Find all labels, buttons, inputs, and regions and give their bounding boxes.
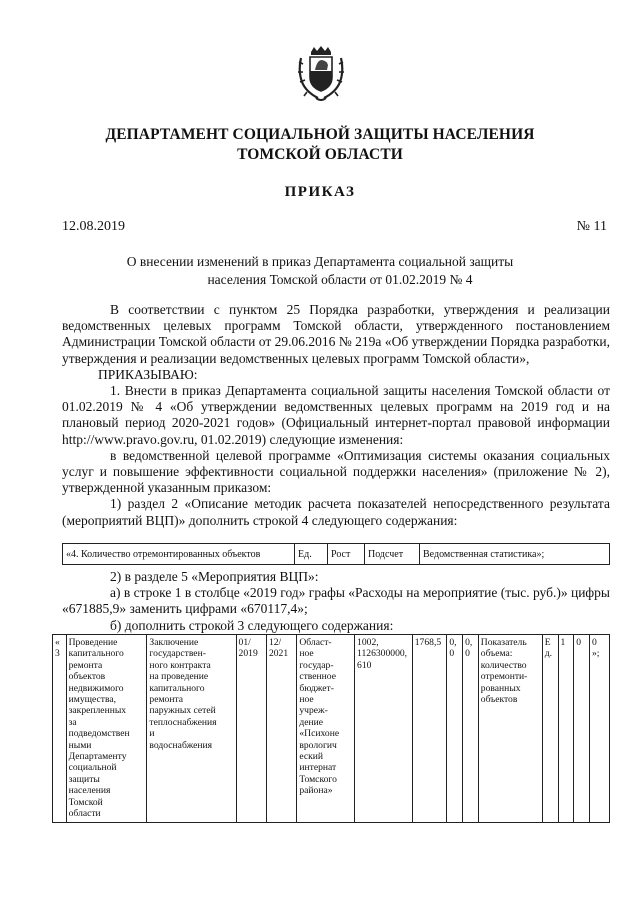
paragraph-program: в ведомственной целевой программе «Оптимизация системы оказания социальных услуг и повышение эффективности социальной поддержки населения» (приложение № 2), утвержденной указанным приказом:: [62, 447, 610, 496]
org-name-line2: ТОМСКОЙ ОБЛАСТИ: [237, 146, 403, 163]
table-row: [63, 544, 610, 565]
cell-activity: Проведение капитального ремонта объектов недвижимого имущества, закрепленных за подведомствен ными Департаменту социальной защиты населения Томской области: [66, 635, 147, 823]
doc-type-title: ПРИКАЗ: [284, 184, 356, 200]
cell-expense-2020: 0, 0: [447, 635, 463, 823]
cell-expense-2021: 0, 0: [463, 635, 479, 823]
paragraph-item-b: б) дополнить строкой 3 следующего содержания:: [110, 617, 394, 633]
order-word: ПРИКАЗЫВАЮ:: [98, 366, 198, 382]
table-cell: Ед.: [295, 544, 328, 565]
paragraph-section2: 1) раздел 2 «Описание методик расчета показателей непосредственного результата (мероприятий ВЦП)» дополнить строкой 4 следующего содержания:: [62, 496, 610, 528]
doc-date: 12.08.2019: [62, 219, 125, 234]
paragraph-item1: 1. Внести в приказ Департамента социальной защиты населения Томской области от 01.02.2019 № 4 «Об утверждении ведомственных целевых программ на 2019 год и на плановый период 2020-2021 годов» (Официальный интернет-портал правовой информации http://www.pravo.gov.ru, 01.02.2019) следующие изменения:: [62, 383, 610, 447]
cell-value-2021: 0 »;: [589, 635, 609, 823]
paragraph-section5: 2) в разделе 5 «Мероприятия ВЦП»:: [110, 569, 319, 584]
table-cell: Рост: [328, 544, 365, 565]
indicator-row-table: [62, 543, 610, 565]
body-text-2: [62, 569, 610, 634]
table-cell: «4. Количество отремонтированных объектов: [63, 544, 295, 565]
cell-indicator: Показатель объема: количество отремонти- рованных объектов: [478, 635, 542, 823]
cell-unit: Е д.: [542, 635, 558, 823]
subject-line1: О внесении изменений в приказ Департамента социальной защиты: [126, 254, 514, 269]
subject-line2: населения Томской области от 01.02.2019 № 4: [207, 272, 473, 287]
table-row: [53, 635, 610, 823]
table-cell: Подсчет: [365, 544, 420, 565]
cell-budget-code: 1002, 1126300000, 610: [355, 635, 413, 823]
cell-measure: Заключение государствен- ного контракта на проведение капитального ремонта паружных сетей теплоснабжения и водоснабжения: [147, 635, 236, 823]
cell-value-2019: 1: [558, 635, 574, 823]
cell-executor: Област- ное государ- ственное бюджет- ное учреж- дение «Психоне врологич еский интернат Томского района»: [297, 635, 355, 823]
cell-end-date: 12/ 2021: [266, 635, 296, 823]
cell-row-number: « 3: [53, 635, 67, 823]
paragraph-preamble: В соответствии с пунктом 25 Порядка разработки, утверждения и реализации ведомственных целевых программ Томской области, утвержденного постановлением Администрации Томской области от 29.06.2016 № 219а «Об утверждении Порядка разработки, утверждения и реализации ведомственных целевых программ Томской области»,: [62, 302, 610, 366]
cell-value-2020: 0: [574, 635, 590, 823]
activity-row-table: [52, 634, 610, 823]
doc-number: № 11: [576, 219, 607, 234]
paragraph-item-a: а) в строке 1 в столбце «2019 год» графы «Расходы на мероприятие (тыс. руб.)» цифры «671885,9» заменить цифрами «670117,4»;: [62, 585, 611, 617]
cell-expense-2019: 1768,5: [412, 635, 447, 823]
coat-of-arms-icon: [297, 46, 345, 104]
table-cell: Ведомственная статистика»;: [420, 544, 610, 565]
body-text: [62, 302, 610, 529]
cell-start-date: 01/ 2019: [236, 635, 266, 823]
org-name-line1: ДЕПАРТАМЕНТ СОЦИАЛЬНОЙ ЗАЩИТЫ НАСЕЛЕНИЯ: [105, 126, 535, 143]
doc-subject: [0, 253, 640, 289]
